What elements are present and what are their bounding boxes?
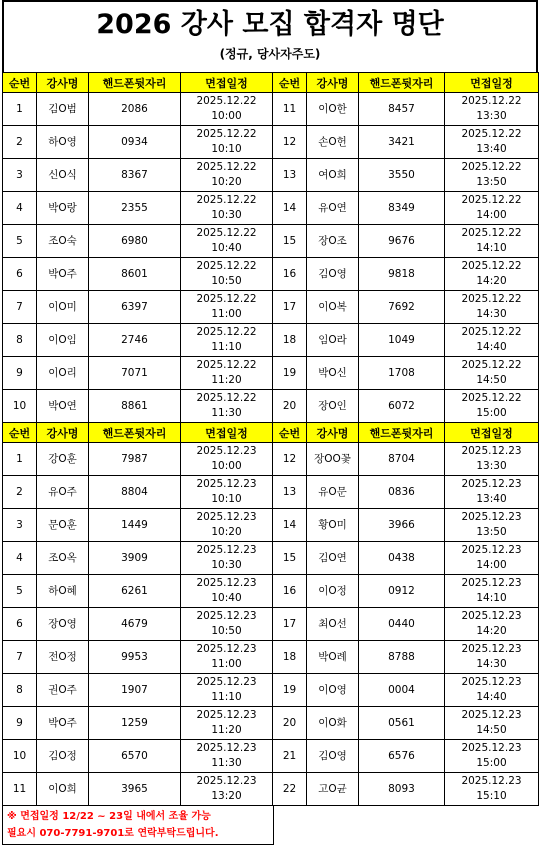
table-row: [3, 291, 539, 324]
interview-time: 14:20: [476, 275, 507, 287]
interview-date: 2025.12.23: [196, 676, 257, 688]
instructor-name: 유O문: [307, 476, 359, 509]
interview-schedule: [445, 357, 539, 390]
interview-date: 2025.12.22: [461, 293, 522, 305]
interview-schedule: [445, 324, 539, 357]
interview-time: 10:20: [211, 176, 242, 188]
phone-last-digits: 8788: [359, 641, 445, 674]
interview-date: 2025.12.23: [196, 544, 257, 556]
interview-schedule: [181, 740, 273, 773]
interview-date: 2025.12.22: [461, 128, 522, 140]
phone-last-digits: 0561: [359, 707, 445, 740]
interview-date: 2025.12.22: [196, 293, 257, 305]
phone-last-digits: 8861: [89, 390, 181, 423]
interview-schedule: [181, 324, 273, 357]
table-row: [3, 324, 539, 357]
interview-schedule: [181, 608, 273, 641]
phone-last-digits: 0934: [89, 126, 181, 159]
title-box: [2, 0, 538, 72]
seq-number: 18: [273, 641, 307, 674]
instructor-name: 조O숙: [37, 225, 89, 258]
note-line: 필요시 070-7791-9701로 연락부탁드립니다.: [7, 828, 219, 839]
interview-date: 2025.12.23: [196, 610, 257, 622]
interview-time: 13:40: [476, 493, 507, 505]
instructor-name: 이O정: [307, 575, 359, 608]
seq-number: 17: [273, 608, 307, 641]
table-row: [3, 608, 539, 641]
seq-number: 20: [273, 390, 307, 423]
instructor-name: 권O주: [37, 674, 89, 707]
column-header: 순번: [3, 423, 37, 443]
phone-last-digits: 1449: [89, 509, 181, 542]
table-row: [3, 674, 539, 707]
phone-last-digits: 2355: [89, 192, 181, 225]
interview-time: 15:10: [476, 790, 507, 802]
instructor-name: 이O미: [37, 291, 89, 324]
interview-time: 10:10: [211, 493, 242, 505]
interview-time: 11:00: [211, 658, 242, 670]
interview-time: 10:30: [211, 559, 242, 571]
seq-number: 6: [3, 258, 37, 291]
interview-time: 14:50: [476, 724, 507, 736]
column-header: 면접일정: [181, 423, 273, 443]
phone-last-digits: 1049: [359, 324, 445, 357]
header-row: [3, 73, 539, 93]
interview-time: 10:50: [211, 625, 242, 637]
seq-number: 9: [3, 707, 37, 740]
interview-date: 2025.12.22: [461, 194, 522, 206]
instructor-name: 장OO꽃: [307, 443, 359, 476]
interview-date: 2025.12.22: [196, 128, 257, 140]
table-row: [3, 357, 539, 390]
interview-date: 2025.12.23: [196, 775, 257, 787]
interview-date: 2025.12.22: [461, 359, 522, 371]
interview-date: 2025.12.22: [196, 194, 257, 206]
phone-last-digits: 1708: [359, 357, 445, 390]
column-header: 핸드폰뒷자리: [89, 73, 181, 93]
seq-number: 15: [273, 225, 307, 258]
seq-number: 20: [273, 707, 307, 740]
interview-schedule: [445, 390, 539, 423]
table-row: [3, 159, 539, 192]
seq-number: 7: [3, 641, 37, 674]
interview-schedule: [181, 159, 273, 192]
interview-date: 2025.12.23: [461, 709, 522, 721]
phone-last-digits: 8704: [359, 443, 445, 476]
interview-schedule: [445, 225, 539, 258]
column-header: 순번: [3, 73, 37, 93]
seq-number: 1: [3, 443, 37, 476]
table-row: [3, 225, 539, 258]
interview-time: 10:50: [211, 275, 242, 287]
instructor-name: 유O주: [37, 476, 89, 509]
seq-number: 8: [3, 324, 37, 357]
seq-number: 6: [3, 608, 37, 641]
column-header: 강사명: [307, 423, 359, 443]
interview-date: 2025.12.22: [461, 326, 522, 338]
phone-last-digits: 6261: [89, 575, 181, 608]
instructor-name: 고O균: [307, 773, 359, 806]
interview-time: 10:00: [211, 460, 242, 472]
phone-last-digits: 0440: [359, 608, 445, 641]
interview-schedule: [181, 443, 273, 476]
phone-last-digits: 2086: [89, 93, 181, 126]
seq-number: 16: [273, 258, 307, 291]
interview-time: 10:10: [211, 143, 242, 155]
interview-date: 2025.12.22: [461, 161, 522, 173]
instructor-name: 조O옥: [37, 542, 89, 575]
phone-last-digits: 0004: [359, 674, 445, 707]
interview-schedule: [181, 357, 273, 390]
interview-time: 13:20: [211, 790, 242, 802]
interview-time: 13:30: [476, 110, 507, 122]
seq-number: 13: [273, 159, 307, 192]
instructor-name: 김O연: [307, 542, 359, 575]
column-header: 면접일정: [181, 73, 273, 93]
table-row: [3, 126, 539, 159]
instructor-name: 강O훈: [37, 443, 89, 476]
phone-last-digits: 8804: [89, 476, 181, 509]
phone-last-digits: 3909: [89, 542, 181, 575]
interview-date: 2025.12.23: [196, 643, 257, 655]
interview-date: 2025.12.23: [461, 511, 522, 523]
interview-time: 11:10: [211, 691, 242, 703]
interview-time: 14:40: [476, 691, 507, 703]
phone-last-digits: 3421: [359, 126, 445, 159]
seq-number: 19: [273, 674, 307, 707]
interview-time: 13:30: [476, 460, 507, 472]
table-row: [3, 773, 539, 806]
phone-last-digits: 6576: [359, 740, 445, 773]
column-header: 핸드폰뒷자리: [359, 423, 445, 443]
instructor-name: 이O리: [37, 357, 89, 390]
interview-date: 2025.12.22: [461, 392, 522, 404]
instructor-name: 박O랑: [37, 192, 89, 225]
phone-last-digits: 6397: [89, 291, 181, 324]
interview-time: 15:00: [476, 407, 507, 419]
interview-date: 2025.12.23: [461, 742, 522, 754]
interview-schedule: [181, 641, 273, 674]
phone-last-digits: 2746: [89, 324, 181, 357]
interview-schedule: [181, 126, 273, 159]
phone-last-digits: 3966: [359, 509, 445, 542]
instructor-name: 장O영: [37, 608, 89, 641]
interview-time: 14:10: [476, 592, 507, 604]
seq-number: 5: [3, 575, 37, 608]
interview-schedule: [445, 258, 539, 291]
seq-number: 4: [3, 192, 37, 225]
interview-time: 10:00: [211, 110, 242, 122]
interview-schedule: [181, 575, 273, 608]
instructor-name: 장O조: [307, 225, 359, 258]
instructor-name: 이O화: [307, 707, 359, 740]
interview-schedule: [445, 93, 539, 126]
interview-date: 2025.12.23: [461, 643, 522, 655]
seq-number: 22: [273, 773, 307, 806]
instructor-name: 최O선: [307, 608, 359, 641]
instructor-name: 김O영: [307, 258, 359, 291]
instructor-name: 문O훈: [37, 509, 89, 542]
instructor-name: 박O례: [307, 641, 359, 674]
seq-number: 5: [3, 225, 37, 258]
interview-time: 10:20: [211, 526, 242, 538]
seq-number: 14: [273, 509, 307, 542]
instructor-name: 이O임: [37, 324, 89, 357]
table-row: [3, 192, 539, 225]
interview-schedule: [445, 192, 539, 225]
interview-schedule: [181, 390, 273, 423]
seq-number: 7: [3, 291, 37, 324]
instructor-name: 전O정: [37, 641, 89, 674]
page-title: 2026 강사 모집 합격자 명단: [96, 9, 444, 40]
seq-number: 12: [273, 443, 307, 476]
phone-last-digits: 6980: [89, 225, 181, 258]
column-header: 강사명: [307, 73, 359, 93]
interview-schedule: [445, 509, 539, 542]
seq-number: 4: [3, 542, 37, 575]
instructor-name: 박O주: [37, 707, 89, 740]
seq-number: 3: [3, 159, 37, 192]
interview-date: 2025.12.22: [196, 227, 257, 239]
seq-number: 11: [3, 773, 37, 806]
interview-schedule: [181, 93, 273, 126]
seq-number: 2: [3, 126, 37, 159]
interview-date: 2025.12.22: [461, 260, 522, 272]
phone-last-digits: 7692: [359, 291, 445, 324]
interview-time: 11:30: [211, 757, 242, 769]
seq-number: 11: [273, 93, 307, 126]
interview-schedule: [181, 291, 273, 324]
interview-date: 2025.12.23: [461, 610, 522, 622]
interview-date: 2025.12.23: [196, 511, 257, 523]
interview-schedule: [445, 674, 539, 707]
seq-number: 15: [273, 542, 307, 575]
column-header: 면접일정: [445, 423, 539, 443]
instructor-name: 이O한: [307, 93, 359, 126]
phone-last-digits: 8457: [359, 93, 445, 126]
instructor-name: 이O희: [37, 773, 89, 806]
interview-time: 14:00: [476, 559, 507, 571]
interview-date: 2025.12.23: [196, 577, 257, 589]
interview-schedule: [445, 740, 539, 773]
interview-schedule: [445, 608, 539, 641]
seq-number: 10: [3, 740, 37, 773]
interview-schedule: [445, 443, 539, 476]
interview-time: 11:30: [211, 407, 242, 419]
notes-box: [2, 806, 274, 845]
interview-time: 10:40: [211, 242, 242, 254]
instructor-name: 이O복: [307, 291, 359, 324]
interview-schedule: [181, 707, 273, 740]
column-header: 면접일정: [445, 73, 539, 93]
interview-date: 2025.12.23: [461, 775, 522, 787]
seq-number: 3: [3, 509, 37, 542]
table-row: [3, 575, 539, 608]
interview-schedule: [445, 707, 539, 740]
column-header: 핸드폰뒷자리: [359, 73, 445, 93]
seq-number: 14: [273, 192, 307, 225]
phone-last-digits: 8093: [359, 773, 445, 806]
table-row: [3, 390, 539, 423]
instructor-name: 이O영: [307, 674, 359, 707]
interview-date: 2025.12.23: [461, 676, 522, 688]
seq-number: 21: [273, 740, 307, 773]
instructor-name: 하O영: [37, 126, 89, 159]
instructor-name: 김O영: [307, 740, 359, 773]
header-row: [3, 423, 539, 443]
interview-schedule: [445, 291, 539, 324]
column-header: 순번: [273, 73, 307, 93]
interview-time: 14:30: [476, 308, 507, 320]
seq-number: 13: [273, 476, 307, 509]
seq-number: 1: [3, 93, 37, 126]
interview-time: 11:20: [211, 724, 242, 736]
interview-schedule: [445, 126, 539, 159]
phone-last-digits: 8367: [89, 159, 181, 192]
interview-date: 2025.12.22: [196, 95, 257, 107]
seq-number: 16: [273, 575, 307, 608]
column-header: 강사명: [37, 73, 89, 93]
interview-date: 2025.12.23: [461, 544, 522, 556]
interview-schedule: [181, 674, 273, 707]
seq-number: 19: [273, 357, 307, 390]
interview-date: 2025.12.22: [196, 260, 257, 272]
column-header: 강사명: [37, 423, 89, 443]
instructor-name: 여O희: [307, 159, 359, 192]
interview-schedule: [445, 641, 539, 674]
phone-last-digits: 0912: [359, 575, 445, 608]
interview-date: 2025.12.23: [196, 478, 257, 490]
note-line: ※ 면접일정 12/22 ~ 23일 내에서 조율 가능: [7, 811, 211, 822]
instructor-name: 김O범: [37, 93, 89, 126]
phone-last-digits: 7071: [89, 357, 181, 390]
interview-time: 13:40: [476, 143, 507, 155]
instructor-name: 유O연: [307, 192, 359, 225]
interview-time: 15:00: [476, 757, 507, 769]
interview-time: 14:00: [476, 209, 507, 221]
seq-number: 8: [3, 674, 37, 707]
phone-last-digits: 0438: [359, 542, 445, 575]
interview-time: 10:40: [211, 592, 242, 604]
interview-schedule: [181, 509, 273, 542]
table-row: [3, 443, 539, 476]
table-row: [3, 542, 539, 575]
interview-date: 2025.12.22: [461, 95, 522, 107]
interview-time: 11:00: [211, 308, 242, 320]
instructor-name: 장O인: [307, 390, 359, 423]
phone-last-digits: 9818: [359, 258, 445, 291]
interview-date: 2025.12.22: [196, 326, 257, 338]
phone-last-digits: 0836: [359, 476, 445, 509]
instructor-name: 하O혜: [37, 575, 89, 608]
seq-number: 10: [3, 390, 37, 423]
interview-date: 2025.12.23: [461, 478, 522, 490]
interview-time: 14:30: [476, 658, 507, 670]
interview-schedule: [445, 773, 539, 806]
interview-schedule: [181, 258, 273, 291]
column-header: 순번: [273, 423, 307, 443]
phone-last-digits: 1259: [89, 707, 181, 740]
interview-schedule: [181, 773, 273, 806]
phone-last-digits: 3965: [89, 773, 181, 806]
interview-schedule: [445, 575, 539, 608]
interview-time: 14:50: [476, 374, 507, 386]
interview-time: 13:50: [476, 526, 507, 538]
interview-date: 2025.12.23: [461, 445, 522, 457]
table-row: [3, 93, 539, 126]
column-header: 핸드폰뒷자리: [89, 423, 181, 443]
instructor-name: 손O헌: [307, 126, 359, 159]
interview-time: 14:10: [476, 242, 507, 254]
interview-schedule: [181, 542, 273, 575]
phone-last-digits: 4679: [89, 608, 181, 641]
interview-time: 10:30: [211, 209, 242, 221]
instructor-name: 임O라: [307, 324, 359, 357]
instructor-name: 박O주: [37, 258, 89, 291]
phone-last-digits: 3550: [359, 159, 445, 192]
interview-time: 14:20: [476, 625, 507, 637]
page-subtitle: (정규, 당사자주도): [219, 47, 321, 61]
instructor-name: 신O식: [37, 159, 89, 192]
interview-schedule: [445, 159, 539, 192]
document: [2, 0, 538, 845]
instructor-name: 박O연: [37, 390, 89, 423]
interview-time: 13:50: [476, 176, 507, 188]
phone-last-digits: 8601: [89, 258, 181, 291]
interview-date: 2025.12.22: [196, 392, 257, 404]
phone-last-digits: 9953: [89, 641, 181, 674]
seq-number: 12: [273, 126, 307, 159]
phone-last-digits: 1907: [89, 674, 181, 707]
interview-date: 2025.12.23: [196, 709, 257, 721]
interview-schedule: [181, 225, 273, 258]
table-row: [3, 509, 539, 542]
interview-schedule: [181, 476, 273, 509]
table-row: [3, 740, 539, 773]
schedule-table: [2, 72, 539, 806]
instructor-name: 김O정: [37, 740, 89, 773]
seq-number: 18: [273, 324, 307, 357]
table-row: [3, 476, 539, 509]
phone-last-digits: 8349: [359, 192, 445, 225]
interview-date: 2025.12.22: [196, 359, 257, 371]
interview-date: 2025.12.22: [196, 161, 257, 173]
interview-time: 11:20: [211, 374, 242, 386]
phone-last-digits: 7987: [89, 443, 181, 476]
table-row: [3, 258, 539, 291]
interview-schedule: [445, 542, 539, 575]
interview-date: 2025.12.23: [196, 742, 257, 754]
table-row: [3, 641, 539, 674]
phone-last-digits: 9676: [359, 225, 445, 258]
seq-number: 9: [3, 357, 37, 390]
interview-date: 2025.12.22: [461, 227, 522, 239]
table-row: [3, 707, 539, 740]
interview-time: 11:10: [211, 341, 242, 353]
interview-schedule: [181, 192, 273, 225]
phone-last-digits: 6570: [89, 740, 181, 773]
interview-schedule: [445, 476, 539, 509]
seq-number: 17: [273, 291, 307, 324]
interview-date: 2025.12.23: [461, 577, 522, 589]
seq-number: 2: [3, 476, 37, 509]
instructor-name: 황O미: [307, 509, 359, 542]
interview-time: 14:40: [476, 341, 507, 353]
phone-last-digits: 6072: [359, 390, 445, 423]
instructor-name: 박O신: [307, 357, 359, 390]
interview-date: 2025.12.23: [196, 445, 257, 457]
